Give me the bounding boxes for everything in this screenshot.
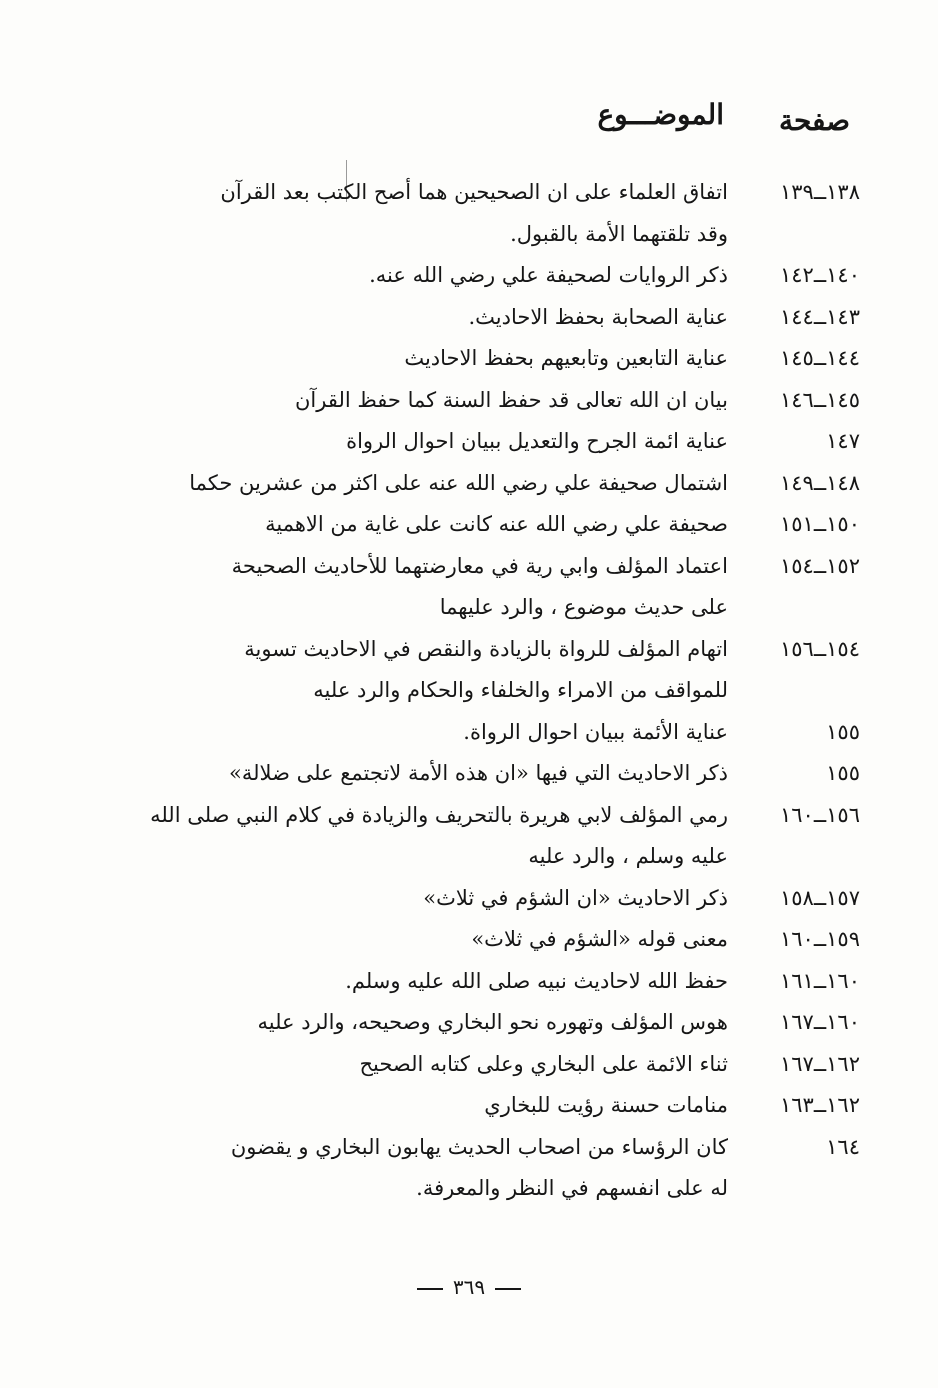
- entry-topic-line: اتفاق العلماء على ان الصحيحين هما أصح الكتب بعد القرآن: [220, 180, 728, 204]
- toc-entry: [60, 338, 860, 380]
- toc-entry: [60, 504, 860, 546]
- toc-entry: [60, 297, 860, 339]
- entry-pages: ١٤٠ــ١٤٢: [780, 263, 860, 287]
- entry-topic-line: وقد تلقتهما الأمة بالقبول.: [510, 221, 728, 246]
- entry-pages: ١٤٤ــ١٤٥: [780, 346, 860, 370]
- entry-topic: [60, 961, 728, 1003]
- toc-entry: [60, 712, 860, 754]
- entry-topic: [60, 1085, 728, 1127]
- toc-entry: [60, 795, 860, 878]
- toc-entries: [60, 172, 860, 1210]
- entry-pages: ١٤٨ــ١٤٩: [780, 470, 860, 495]
- entry-topic: [60, 629, 728, 712]
- entry-topic-line: صحيفة علي رضي الله عنه كانت على غاية من الاهمية: [265, 512, 728, 536]
- page-number: ٣٦٩: [452, 1275, 486, 1299]
- toc-entry: [60, 1044, 860, 1086]
- entry-topic: [60, 463, 728, 505]
- entry-topic-line: رمي المؤلف لابي هريرة بالتحريف والزيادة في كلام النبي صلى الله: [150, 802, 728, 827]
- entry-pages: ١٥٥: [826, 761, 860, 785]
- toc-entry: [60, 919, 860, 961]
- entry-topic-line: للمواقف من الامراء والخلفاء والحكام والرد عليه: [313, 678, 728, 702]
- entry-topic-line: على حديث موضوع ، والرد عليهما: [439, 595, 728, 619]
- entry-pages: ١٦٤: [826, 1134, 860, 1159]
- entry-pages: ١٣٨ــ١٣٩: [780, 180, 860, 204]
- toc-entry: [60, 878, 860, 920]
- toc-entry: [60, 1002, 860, 1044]
- entry-topic: [60, 1002, 728, 1044]
- entry-topic: [60, 1044, 728, 1086]
- toc-entry: [60, 380, 860, 422]
- toc-header: [0, 98, 938, 148]
- toc-entry: [60, 753, 860, 795]
- entry-topic-line: اعتماد المؤلف وابي رية في معارضتهما للأحاديث الصحيحة: [231, 553, 728, 578]
- entry-pages: ١٥٩ــ١٦٠: [780, 927, 860, 951]
- footer-dash: [417, 1288, 443, 1290]
- entry-pages: ١٤٧: [826, 429, 860, 453]
- entry-topic: [60, 338, 728, 380]
- entry-pages: ١٤٣ــ١٤٤: [780, 304, 860, 329]
- entry-topic: [60, 504, 728, 546]
- entry-topic-line: اتهام المؤلف للرواة بالزيادة والنقص في الاحاديث تسوية: [244, 636, 728, 661]
- toc-entry: [60, 961, 860, 1003]
- entry-topic: [60, 172, 728, 255]
- toc-entry: [60, 1127, 860, 1210]
- entry-pages: ١٥٥: [826, 719, 860, 744]
- entry-topic-line: كان الرؤساء من اصحاب الحديث يهابون البخاري و يقضون: [230, 1134, 728, 1159]
- toc-entry: [60, 1085, 860, 1127]
- entry-pages: ١٥٧ــ١٥٨: [780, 885, 860, 910]
- page-footer: [0, 1275, 938, 1299]
- entry-topic: [60, 878, 728, 920]
- page-column-heading: صفحة: [778, 104, 850, 137]
- entry-topic: [60, 1127, 728, 1210]
- entry-topic-line: عناية ائمة الجرح والتعديل ببيان احوال الرواة: [346, 429, 728, 453]
- entry-topic: [60, 795, 728, 878]
- toc-entry: [60, 629, 860, 712]
- entry-topic: [60, 380, 728, 422]
- entry-topic: [60, 919, 728, 961]
- entry-topic-line: عليه وسلم ، والرد عليه: [528, 844, 728, 868]
- entry-topic-line: ثناء الائمة على البخاري وعلى كتابه الصحيح: [359, 1051, 728, 1076]
- entry-pages: ١٦٢ــ١٦٧: [780, 1051, 860, 1076]
- entry-pages: ١٥٢ــ١٥٤: [780, 553, 860, 578]
- entry-topic: [60, 753, 728, 795]
- entry-topic: [60, 421, 728, 463]
- toc-entry: [60, 255, 860, 297]
- entry-pages: ١٦٢ــ١٦٣: [780, 1093, 860, 1117]
- entry-topic-line: عناية التابعين وتابعيهم بحفظ الاحاديث: [404, 346, 728, 370]
- toc-entry: [60, 546, 860, 629]
- entry-topic-line: عناية الصحابة بحفظ الاحاديث.: [468, 304, 728, 329]
- entry-topic-line: له على انفسهم في النظر والمعرفة.: [416, 1176, 728, 1200]
- entry-pages: ١٥٠ــ١٥١: [780, 512, 860, 536]
- toc-entry: [60, 421, 860, 463]
- topic-column-heading: الموضـــوع: [597, 98, 724, 131]
- entry-topic-line: ذكر الاحاديث «ان الشؤم في ثلاث»: [423, 885, 728, 910]
- toc-entry: [60, 463, 860, 505]
- entry-topic-line: ذكر الاحاديث التي فيها «ان هذه الأمة لاتجتمع على ضلالة»: [229, 761, 728, 785]
- entry-pages: ١٦٠ــ١٦٧: [780, 1010, 860, 1034]
- entry-topic: [60, 255, 728, 297]
- entry-topic-line: معنى قوله «الشؤم في ثلاث»: [471, 927, 728, 951]
- footer-dash: [495, 1288, 521, 1290]
- toc-entry: [60, 172, 860, 255]
- entry-pages: ١٥٤ــ١٥٦: [780, 636, 860, 661]
- entry-pages: ١٥٦ــ١٦٠: [780, 802, 860, 827]
- entry-topic-line: بيان ان الله تعالى قد حفظ السنة كما حفظ القرآن: [295, 387, 728, 412]
- entry-topic-line: عناية الأئمة ببيان احوال الرواة.: [463, 719, 728, 744]
- entry-topic-line: حفظ الله لاحاديث نبيه صلى الله عليه وسلم.: [345, 968, 728, 993]
- entry-topic-line: ذكر الروايات لصحيفة علي رضي الله عنه.: [369, 263, 728, 287]
- entry-pages: ١٤٥ــ١٤٦: [780, 387, 860, 412]
- entry-topic: [60, 546, 728, 629]
- entry-topic-line: اشتمال صحيفة علي رضي الله عنه على اكثر من عشرين حكما: [189, 470, 728, 495]
- entry-topic-line: منامات حسنة رؤيت للبخاري: [484, 1093, 728, 1117]
- entry-topic: [60, 712, 728, 754]
- entry-pages: ١٦٠ــ١٦١: [780, 968, 860, 993]
- entry-topic-line: هوس المؤلف وتهوره نحو البخاري وصحيحه، والرد عليه: [257, 1010, 728, 1034]
- entry-topic: [60, 297, 728, 339]
